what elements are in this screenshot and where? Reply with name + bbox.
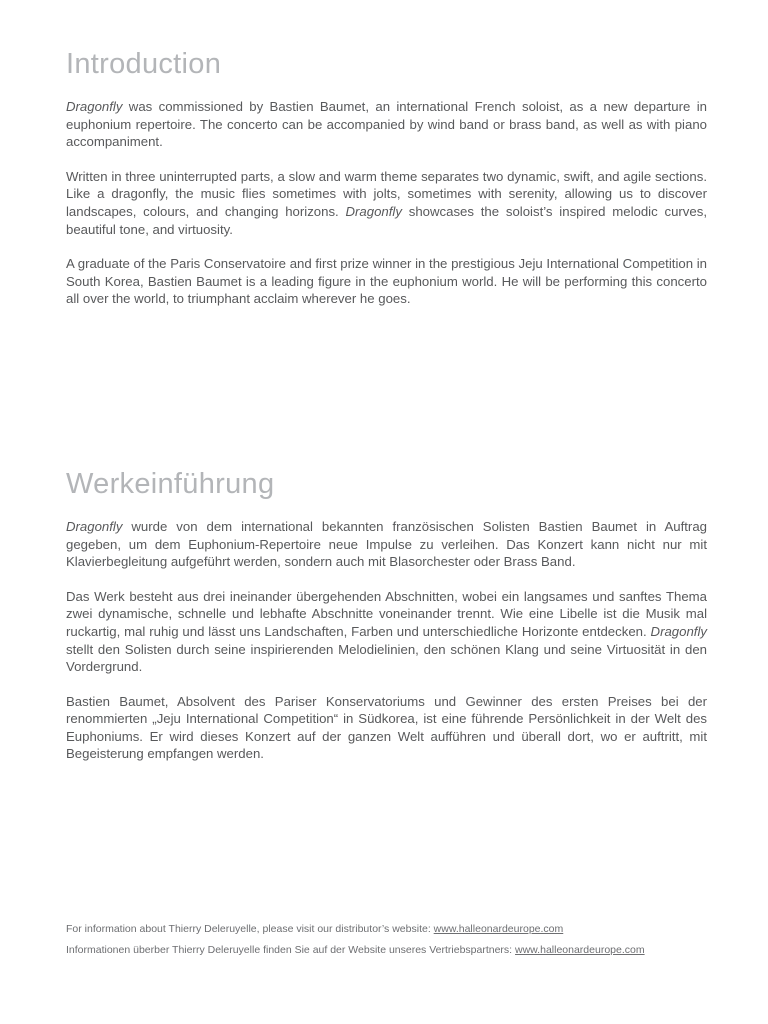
- paragraph: [66, 98, 707, 151]
- paragraph-text: wurde von dem international bekannten französischen Solisten Bastien Baumet in Auftrag gegeben, um dem Euphonium-Repertoire neue Impulse zu verleihen. Das Konzert kann nicht nur mit Klavierbegleitung aufgeführt werden, sondern auch mit Blasorchester oder Brass Band.: [66, 518, 707, 570]
- section-werkeinfuehrung: [66, 468, 707, 763]
- paragraph-text: stellt den Solisten durch seine inspirierenden Melodielinien, den schönen Klang und seine Virtuosität in den Vordergrund.: [66, 641, 707, 675]
- paragraph-text: was commissioned by Bastien Baumet, an international French soloist, as a new departure in euphonium repertoire. The concerto can be accompanied by wind band or brass band, as well as with piano accompaniment.: [66, 99, 707, 150]
- paragraph-text: Written in three uninterrupted parts, a slow and warm theme separates two dynamic, swift, and agile sections. Like a dragonfly, the music flies sometimes with jolts, sometimes with serenity, allowing us to discover landscapes, colours, and changing horizons.: [66, 168, 707, 219]
- section-body-introduction: [66, 98, 707, 308]
- section-title-werkeinfuehrung: Werkeinführung: [66, 467, 275, 500]
- paragraph-text: showcases the soloist’s inspired melodic curves, beautiful tone, and virtuosity.: [66, 203, 707, 237]
- footer-line-english: [66, 923, 707, 936]
- paragraph-text: A graduate of the Paris Conservatoire and first prize winner in the prestigious Jeju International Competition in South Korea, Bastien Baumet is a leading figure in the euphonium world. He will be performing this concerto all over the world, to triumphant acclaim wherever he goes.: [66, 256, 707, 307]
- page-footer: [66, 923, 707, 965]
- section-introduction: [66, 48, 707, 308]
- footer-text-german: Informationen überber Thierry Deleruyelle finden Sie auf der Website unseres Vertriebspartners:: [66, 944, 516, 956]
- work-title-italic: Dragonfly: [345, 203, 402, 219]
- paragraph: [66, 255, 707, 308]
- paragraph: [66, 518, 707, 571]
- paragraph: [66, 588, 707, 676]
- paragraph: [66, 168, 707, 238]
- work-title-italic: Dragonfly: [66, 99, 123, 114]
- paragraph: [66, 693, 707, 763]
- section-title-introduction: Introduction: [66, 48, 222, 80]
- work-title-italic: Dragonfly: [66, 518, 123, 534]
- paragraph-text: Bastien Baumet, Absolvent des Pariser Konservatoriums und Gewinner des ersten Preises bei der renommierten „Jeju International Competition“ in Südkorea, ist eine führende Persönlichkeit in der Welt des Euphoniums. Er wird dieses Konzert auf der ganzen Welt aufführen und überall dort, wo er auftritt, mit Begeisterung empfangen werden.: [66, 693, 707, 762]
- distributor-website-link-english[interactable]: www.halleonardeurope.com: [433, 923, 564, 935]
- distributor-website-link-german[interactable]: www.halleonardeurope.com: [515, 944, 645, 956]
- paragraph-text: Das Werk besteht aus drei ineinander übergehenden Abschnitten, wobei ein langsames und sanftes Thema zwei dynamische, schnelle und lebhafte Abschnitte voneinander trennt. Wie eine Libelle ist die Musik mal ruckartig, mal ruhig und lässt uns Landschaften, Farben und unterschiedliche Horizonte entdecken.: [66, 588, 707, 639]
- footer-line-german: [66, 944, 707, 957]
- footer-text-english: For information about Thierry Deleruyelle, please visit our distributor’s website:: [66, 923, 434, 935]
- section-body-werkeinfuehrung: [66, 518, 707, 763]
- work-title-italic: Dragonfly: [650, 623, 707, 639]
